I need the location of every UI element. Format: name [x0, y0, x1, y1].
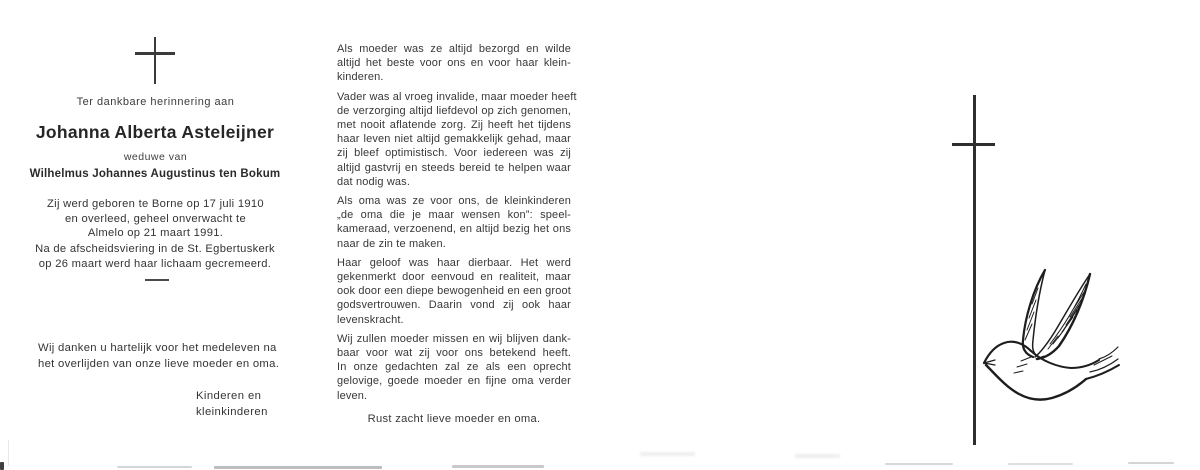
scan-artifact	[0, 462, 4, 470]
text-line: naar de zin te maken.	[337, 237, 446, 250]
text-line: Wij zullen moeder missen en wij blijven dank-	[337, 332, 571, 345]
thanks-block	[38, 341, 280, 373]
text-line: de verzorging altijd liefdevol op zich genomen,	[337, 104, 571, 117]
memorial-intro-line: Ter dankbare herinnering aan	[76, 96, 235, 108]
paragraph	[337, 332, 571, 403]
text-line: ook door een diepe bewogenheid en een groot	[337, 285, 571, 298]
text-line: altijd het beste voor ons en voor haar klein-	[337, 57, 571, 70]
scan-artifact	[214, 466, 382, 469]
text-line: gelovige, goede moeder en fijne oma verder	[337, 375, 571, 388]
text-line: haar leven niet altijd gemakkelijk gehad, maar	[337, 133, 571, 146]
text-line: kleinkinderen	[196, 406, 268, 419]
text-line: Zij werd geboren te Borne op 17 juli 1910	[47, 198, 264, 210]
paragraph	[337, 194, 571, 251]
paragraph	[337, 42, 571, 85]
text-line: In onze gedachten zal ze als een oprecht	[337, 361, 571, 374]
text-line: altijd gastvrij en steeds bereid te helpen waar	[337, 161, 571, 174]
text-line: zij bleef optimistisch. Voor iedereen was zij	[337, 147, 571, 160]
scan-artifact	[8, 440, 9, 466]
text-line: dat nodig was.	[337, 175, 411, 188]
text-line: kinderen.	[337, 71, 384, 84]
text-line: Als moeder was ze altijd bezorgd en wilde	[337, 43, 571, 55]
text-line: levenskracht.	[337, 313, 404, 326]
text-line: „de oma die je maar wensen kon”: speel-	[337, 209, 571, 222]
text-line: leven.	[337, 389, 368, 402]
text-line: Na de afscheidsviering in de St. Egbertuskerk	[35, 243, 275, 255]
text-line: gekenmerkt door eenvoud en realiteit, maar	[337, 271, 571, 284]
scan-artifact	[885, 463, 953, 465]
scan-artifact	[640, 452, 695, 456]
cross-vertical-bar	[154, 37, 156, 84]
cross-horizontal-bar	[135, 52, 175, 55]
text-line: Almelo op 21 maart 1991.	[87, 227, 224, 240]
signature-block	[196, 388, 306, 420]
relation-line: weduwe van	[123, 151, 188, 163]
memorial-text-column	[337, 42, 577, 408]
text-line: Kinderen en	[196, 390, 262, 402]
birth-death-block	[38, 197, 273, 241]
text-line: godsvertrouwen. Daarin vond zij ook haar	[337, 299, 571, 312]
closing-line: Rust zacht lieve moeder en oma.	[367, 413, 541, 425]
paragraph	[337, 256, 571, 327]
text-line: baar voor wat zij voor ons betekend heeft.	[337, 347, 571, 360]
cross-horizontal-bar	[952, 143, 995, 146]
text-line: op 26 maart werd haar lichaam gecremeerd.	[38, 257, 272, 270]
scan-artifact	[1128, 462, 1174, 464]
scan-artifact	[452, 465, 544, 468]
text-line: Als oma was ze voor ons, de kleinkinderen	[337, 195, 571, 208]
paragraph	[337, 90, 577, 189]
text-line: kameraad, verzoenend, en altijd bezig het ons	[337, 223, 571, 236]
text-line: Vader was al vroeg invalide, maar moeder heeft	[337, 90, 577, 103]
text-line: met nooit aflatende zorg. Zij heeft het tijdens	[337, 119, 571, 132]
deceased-name: Johanna Alberta Asteleijner	[35, 122, 275, 142]
text-line: en overleed, geheel onverwacht te	[65, 212, 246, 225]
text-line: Haar geloof was haar dierbaar. Het werd	[337, 256, 571, 269]
scan-artifact	[1008, 463, 1073, 465]
cross-icon	[135, 37, 177, 85]
text-line: het overlijden van onze lieve moeder en oma.	[38, 357, 280, 370]
divider-dash	[145, 279, 169, 281]
scan-artifact	[117, 466, 192, 468]
spouse-name: Wilhelmus Johannes Augustinus ten Bokum	[29, 168, 281, 180]
funeral-block	[25, 242, 285, 271]
scan-artifact	[795, 454, 840, 458]
text-line: Wij danken u hartelijk voor het medeleven na	[38, 342, 277, 354]
dove-icon	[976, 260, 1126, 405]
